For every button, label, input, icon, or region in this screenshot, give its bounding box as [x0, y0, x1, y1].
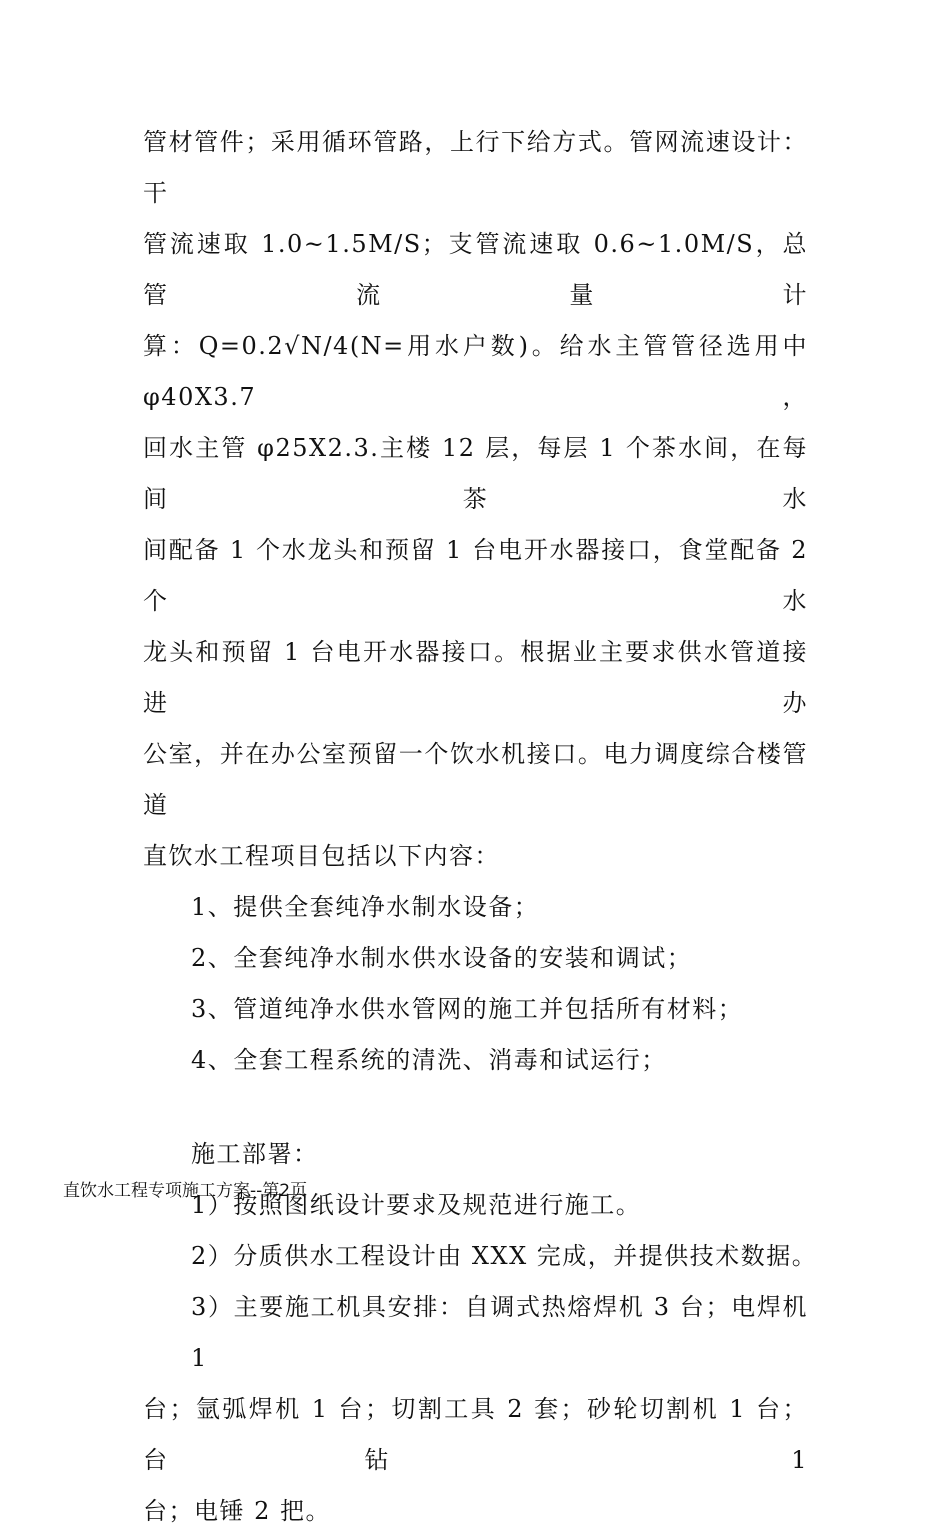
document-body: [143, 117, 818, 1537]
deployment-item-3-line: 3）主要施工机具安排：自调式热熔焊机 3 台；电焊机 1: [191, 1293, 808, 1372]
deployment-item-3-line: 台；电锤 2 把。: [143, 1497, 332, 1525]
deployment-item-3-line: 台；氩弧焊机 1 台；切割工具 2 套；砂轮切割机 1 台；台钻 1: [143, 1395, 808, 1474]
paragraph-line: 间配备 1 个水龙头和预留 1 台电开水器接口，食堂配备 2 个水: [143, 536, 808, 615]
page-footer: 直饮水工程专项施工方案--第2页: [63, 1181, 308, 1201]
section-gap: [143, 1086, 808, 1129]
paragraph-line: 管流速取 1.0~1.5M/S；支管流速取 0.6~1.0M/S，总管流量计: [143, 230, 808, 309]
paragraph-line: 直饮水工程项目包括以下内容：: [143, 842, 500, 870]
paragraph-line: 回水主管 φ25X2.3.主楼 12 层，每层 1 个茶水间，在每间茶水: [143, 434, 808, 513]
deployment-item-1: 1）按照图纸设计要求及规范进行施工。: [191, 1191, 642, 1219]
deployment-heading: 施工部署：: [191, 1140, 319, 1168]
scope-item: 2、全套纯净水制水供水设备的安装和调试；: [191, 944, 693, 972]
deployment-item-2: 2）分质供水工程设计由 XXX 完成，并提供技术数据。: [191, 1242, 818, 1270]
paragraph-line: 公室，并在办公室预留一个饮水机接口。电力调度综合楼管道: [143, 740, 808, 819]
scope-item: 1、提供全套纯净水制水设备；: [191, 893, 540, 921]
paragraph-line: 管材管件；采用循环管路，上行下给方式。管网流速设计：干: [143, 128, 808, 207]
paragraph-line: 龙头和预留 1 台电开水器接口。根据业主要求供水管道接进办: [143, 638, 808, 717]
scope-item: 4、全套工程系统的清洗、消毒和试运行；: [191, 1046, 667, 1074]
paragraph-line: 算：Q=0.2√N/4(N=用水户数)。给水主管管径选用中 φ40X3.7，: [143, 332, 808, 411]
scope-item: 3、管道纯净水供水管网的施工并包括所有材料；: [191, 995, 744, 1023]
